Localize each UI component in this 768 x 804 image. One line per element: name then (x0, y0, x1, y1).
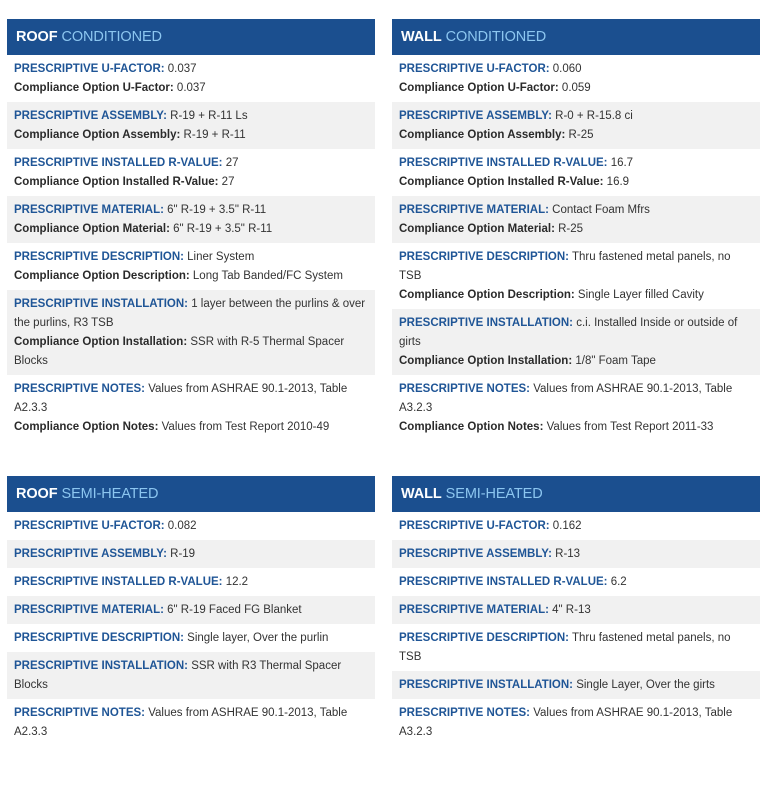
prescriptive-line (399, 154, 753, 173)
compliance-label: Compliance Option Installed R-Value: (14, 176, 219, 188)
prescriptive-value: Values from ASHRAE 90.1-2013, Table A2.3.3 (14, 383, 348, 414)
prescriptive-label: PRESCRIPTIVE MATERIAL: (399, 604, 549, 616)
spec-row (7, 699, 375, 746)
prescriptive-value: Single Layer, Over the girts (573, 679, 715, 691)
panel-header (392, 476, 760, 512)
panel-subtitle: CONDITIONED (445, 29, 547, 45)
panel-title: ROOF (16, 486, 58, 502)
compliance-label: Compliance Option Notes: (14, 421, 159, 433)
prescriptive-value: 0.060 (549, 63, 582, 75)
spec-row (392, 699, 760, 746)
compliance-line (399, 173, 753, 192)
compliance-label: Compliance Option Description: (399, 289, 575, 301)
prescriptive-label: PRESCRIPTIVE MATERIAL: (14, 204, 164, 216)
panel-header (7, 476, 375, 512)
prescriptive-line (14, 295, 368, 333)
prescriptive-line (14, 573, 368, 592)
panel-rows (7, 512, 375, 746)
prescriptive-line (14, 201, 368, 220)
spec-row (7, 149, 375, 196)
prescriptive-label: PRESCRIPTIVE NOTES: (14, 383, 145, 395)
compliance-value: 6" R-19 + 3.5" R-11 (169, 223, 273, 235)
compliance-value: Values from Test Report 2010-49 (158, 421, 330, 433)
spec-row (392, 196, 760, 243)
compliance-line (14, 333, 368, 371)
prescriptive-value: 27 (222, 157, 239, 169)
panel-title: WALL (401, 29, 442, 45)
spec-row (392, 512, 760, 540)
compliance-line (14, 79, 368, 98)
compliance-value: R-25 (565, 129, 594, 141)
prescriptive-line (14, 517, 368, 536)
spec-row (7, 652, 375, 699)
panel-rows (392, 55, 760, 441)
prescriptive-line (14, 248, 368, 267)
prescriptive-label: PRESCRIPTIVE INSTALLATION: (399, 679, 573, 691)
panel-subtitle: SEMI-HEATED (445, 486, 543, 502)
compliance-label: Compliance Option Installation: (14, 336, 188, 348)
spec-row (392, 568, 760, 596)
roof-semi-heated-panel (7, 476, 375, 746)
prescriptive-label: PRESCRIPTIVE DESCRIPTION: (399, 251, 569, 263)
prescriptive-value: Liner System (183, 251, 255, 263)
compliance-line (399, 352, 753, 371)
compliance-label: Compliance Option Notes: (399, 421, 544, 433)
compliance-value: R-25 (554, 223, 584, 235)
spec-row (7, 596, 375, 624)
prescriptive-value: 0.162 (549, 520, 582, 532)
prescriptive-value: 6" R-19 + 3.5" R-11 (163, 204, 267, 216)
spec-row (392, 149, 760, 196)
prescriptive-line (399, 314, 753, 352)
prescriptive-value: SSR with R3 Thermal Spacer Blocks (14, 660, 342, 691)
compliance-label: Compliance Option Installed R-Value: (399, 176, 604, 188)
prescriptive-label: PRESCRIPTIVE INSTALLED R-VALUE: (14, 157, 223, 169)
prescriptive-line (14, 601, 368, 620)
compliance-label: Compliance Option U-Factor: (14, 82, 174, 94)
prescriptive-line (399, 601, 753, 620)
prescriptive-value: Values from ASHRAE 90.1-2013, Table A3.2.3 (399, 383, 733, 414)
spec-row (392, 309, 760, 375)
prescriptive-label: PRESCRIPTIVE U-FACTOR: (399, 520, 550, 532)
compliance-line (399, 126, 753, 145)
prescriptive-line (399, 517, 753, 536)
spec-row (7, 568, 375, 596)
panel-subtitle: SEMI-HEATED (61, 486, 159, 502)
prescriptive-value: R-19 (166, 548, 196, 560)
panel-header (7, 19, 375, 55)
prescriptive-label: PRESCRIPTIVE INSTALLATION: (14, 660, 188, 672)
prescriptive-label: PRESCRIPTIVE ASSEMBLY: (14, 548, 167, 560)
prescriptive-value: Values from ASHRAE 90.1-2013, Table A2.3.3 (14, 707, 348, 738)
spec-row (7, 624, 375, 652)
compliance-label: Compliance Option Assembly: (14, 129, 181, 141)
prescriptive-line (14, 704, 368, 742)
prescriptive-label: PRESCRIPTIVE DESCRIPTION: (14, 632, 184, 644)
prescriptive-value: Contact Foam Mfrs (548, 204, 650, 216)
compliance-label: Compliance Option U-Factor: (399, 82, 559, 94)
prescriptive-line (399, 704, 753, 742)
panel-title: ROOF (16, 29, 58, 45)
prescriptive-value: R-19 + R-11 Ls (166, 110, 248, 122)
prescriptive-line (399, 380, 753, 418)
spec-row (392, 55, 760, 102)
prescriptive-label: PRESCRIPTIVE U-FACTOR: (14, 63, 165, 75)
prescriptive-line (14, 545, 368, 564)
wall-semi-heated-panel (392, 476, 760, 746)
compliance-line (399, 220, 753, 239)
compliance-value: 0.037 (173, 82, 206, 94)
compliance-label: Compliance Option Description: (14, 270, 190, 282)
spec-row (7, 512, 375, 540)
wall-conditioned-panel (392, 19, 760, 441)
spec-row (392, 671, 760, 699)
compliance-value: 0.059 (558, 82, 591, 94)
prescriptive-value: Thru fastened metal panels, no TSB (399, 632, 731, 663)
prescriptive-line (14, 154, 368, 173)
prescriptive-line (399, 248, 753, 286)
prescriptive-line (399, 629, 753, 667)
compliance-label: Compliance Option Assembly: (399, 129, 566, 141)
prescriptive-value: 6" R-19 Faced FG Blanket (163, 604, 302, 616)
compliance-value: Single Layer filled Cavity (574, 289, 704, 301)
prescriptive-line (14, 380, 368, 418)
prescriptive-line (14, 60, 368, 79)
spec-row (7, 196, 375, 243)
compliance-line (14, 220, 368, 239)
compliance-value: 27 (218, 176, 235, 188)
prescriptive-value: 6.2 (607, 576, 627, 588)
spec-row (7, 55, 375, 102)
compliance-value: SSR with R-5 Thermal Spacer Blocks (14, 336, 345, 367)
compliance-value: Values from Test Report 2011-33 (543, 421, 714, 433)
compliance-value: R-19 + R-11 (180, 129, 246, 141)
spec-row (392, 596, 760, 624)
compliance-value: 16.9 (603, 176, 630, 188)
prescriptive-label: PRESCRIPTIVE MATERIAL: (14, 604, 164, 616)
prescriptive-value: 16.7 (607, 157, 634, 169)
panel-rows (7, 55, 375, 441)
compliance-line (14, 418, 368, 437)
prescriptive-line (14, 107, 368, 126)
prescriptive-label: PRESCRIPTIVE NOTES: (399, 383, 530, 395)
compliance-line (399, 286, 753, 305)
prescriptive-label: PRESCRIPTIVE NOTES: (14, 707, 145, 719)
compliance-line (14, 173, 368, 192)
prescriptive-label: PRESCRIPTIVE U-FACTOR: (399, 63, 550, 75)
spec-row (392, 540, 760, 568)
panel-header (392, 19, 760, 55)
prescriptive-label: PRESCRIPTIVE INSTALLED R-VALUE: (399, 157, 608, 169)
spec-row (7, 290, 375, 375)
prescriptive-label: PRESCRIPTIVE INSTALLED R-VALUE: (399, 576, 608, 588)
compliance-label: Compliance Option Installation: (399, 355, 573, 367)
spec-row (7, 375, 375, 441)
prescriptive-label: PRESCRIPTIVE ASSEMBLY: (399, 548, 552, 560)
compliance-value: 1/8" Foam Tape (572, 355, 656, 367)
prescriptive-line (399, 545, 753, 564)
prescriptive-label: PRESCRIPTIVE ASSEMBLY: (399, 110, 552, 122)
spec-row (392, 102, 760, 149)
panel-title: WALL (401, 486, 442, 502)
compliance-line (399, 418, 753, 437)
prescriptive-label: PRESCRIPTIVE MATERIAL: (399, 204, 549, 216)
panel-subtitle: CONDITIONED (61, 29, 162, 45)
prescriptive-value: Single layer, Over the purlin (183, 632, 329, 644)
prescriptive-value: Thru fastened metal panels, no TSB (399, 251, 731, 282)
spec-row (7, 102, 375, 149)
prescriptive-label: PRESCRIPTIVE DESCRIPTION: (399, 632, 569, 644)
prescriptive-line (399, 676, 753, 695)
prescriptive-label: PRESCRIPTIVE INSTALLED R-VALUE: (14, 576, 223, 588)
prescriptive-label: PRESCRIPTIVE INSTALLATION: (14, 298, 188, 310)
roof-conditioned-panel (7, 19, 375, 441)
prescriptive-label: PRESCRIPTIVE NOTES: (399, 707, 530, 719)
compliance-label: Compliance Option Material: (399, 223, 555, 235)
prescriptive-value: R-0 + R-15.8 ci (551, 110, 633, 122)
prescriptive-value: c.i. Installed Inside or outside of girts (399, 317, 738, 348)
prescriptive-line (399, 573, 753, 592)
compliance-line (14, 267, 368, 286)
prescriptive-value: 1 layer between the purlins & over the purlins, R3 TSB (14, 298, 366, 329)
prescriptive-line (14, 629, 368, 648)
spec-row (7, 540, 375, 568)
prescriptive-line (399, 201, 753, 220)
spec-row (392, 375, 760, 441)
compliance-line (14, 126, 368, 145)
compliance-label: Compliance Option Material: (14, 223, 170, 235)
compliance-line (399, 79, 753, 98)
prescriptive-label: PRESCRIPTIVE DESCRIPTION: (14, 251, 184, 263)
prescriptive-line (399, 60, 753, 79)
prescriptive-value: 0.082 (164, 520, 197, 532)
prescriptive-line (399, 107, 753, 126)
spec-row (392, 243, 760, 309)
prescriptive-line (14, 657, 368, 695)
prescriptive-value: 0.037 (164, 63, 197, 75)
compliance-value: Long Tab Banded/FC System (189, 270, 343, 282)
prescriptive-label: PRESCRIPTIVE U-FACTOR: (14, 520, 165, 532)
spec-row (392, 624, 760, 671)
spec-row (7, 243, 375, 290)
prescriptive-value: Values from ASHRAE 90.1-2013, Table A3.2.3 (399, 707, 733, 738)
prescriptive-value: 4" R-13 (548, 604, 591, 616)
panel-rows (392, 512, 760, 746)
prescriptive-label: PRESCRIPTIVE ASSEMBLY: (14, 110, 167, 122)
prescriptive-value: 12.2 (222, 576, 249, 588)
prescriptive-value: R-13 (551, 548, 581, 560)
prescriptive-label: PRESCRIPTIVE INSTALLATION: (399, 317, 573, 329)
